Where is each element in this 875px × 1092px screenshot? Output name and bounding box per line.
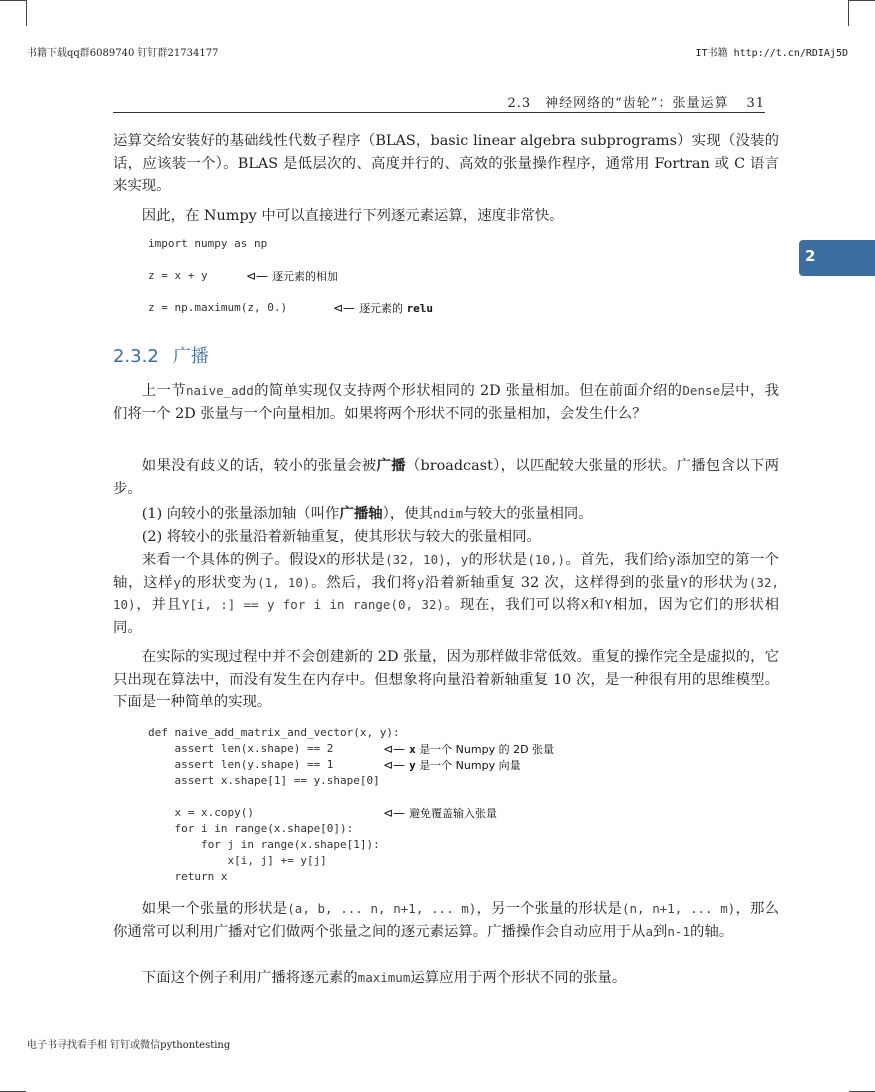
section-title: 广播: [172, 346, 209, 367]
code-line: assert len(y.shape) == 1: [148, 758, 334, 771]
code-line: z = x + y: [148, 269, 208, 282]
running-header-title: 2.3 神经网络的“齿轮”：张量运算: [507, 96, 729, 111]
crop-mark: [848, 0, 849, 26]
paragraph-numpy-intro: 因此，在 Numpy 中可以直接进行下列逐元素运算，速度非常快。: [141, 208, 564, 224]
step-one: (1) 向较小的张量添加轴（叫作广播轴），使其ndim与较大的张量相同。: [141, 505, 593, 522]
code-line: x = x.copy(): [148, 806, 254, 819]
paragraph-broadcast-rule: 如果一个张量的形状是(a, b, ... n, n+1, ... m)，另一个张量的形状是(n, n+1, ... m)，那么你通常可以利用广播对它们做两个张量之间的逐元素运算。广播操作会自动应用于从a到n-1的轴。: [113, 901, 779, 940]
left-arrow-icon: ⊲—: [333, 301, 356, 315]
crop-mark: [26, 0, 27, 26]
annotation-text: 逐元素的: [359, 302, 404, 315]
code-annotation: ⊲— 避免覆盖输入张量: [383, 806, 498, 820]
crop-mark: [0, 0, 26, 1]
code-annotation: ⊲— y 是一个 Numpy 向量: [383, 758, 521, 772]
left-arrow-icon: ⊲—: [246, 269, 269, 283]
watermark-top-right: IT书籍 http://t.cn/RDIAj5D: [695, 48, 848, 59]
left-arrow-icon: ⊲—: [383, 806, 406, 820]
code-line: for i in range(x.shape[0]):: [148, 822, 354, 835]
annotation-text: 逐元素的相加: [272, 270, 339, 283]
chapter-number: 2: [805, 247, 816, 265]
code-line: return x: [148, 870, 228, 883]
watermark-top-left: 书籍下载qq群6089740 钉钉群21734177: [27, 48, 219, 59]
running-header: [113, 92, 765, 111]
section-heading: [113, 342, 209, 368]
paragraph-example: 来看一个具体的例子。假设X的形状是(32, 10)，y的形状是(10,)。首先，我们给y添加空的第一个轴，这样y的形状变为(1, 10)。然后，我们将y沿着新轴重复 32 次，这样得到的张量Y的形状为(32, 10)，并且Y[i, :] == y for i in range(0, 32)。现在，我们可以将X和Y相加，因为它们的形状相同。: [113, 552, 779, 636]
paragraph-blas: 运算交给安装好的基础线性代数子程序（BLAS，basic linear algebra subprograms）实现（没装的话，应该装一个）。BLAS 是低层次的、高度并行的、高效的张量操作程序，通常用 Fortran 或 C 语言来实现。: [113, 133, 779, 194]
code-annotation: ⊲— x 是一个 Numpy 的 2D 张量: [383, 742, 555, 756]
code-line: import numpy as np: [148, 237, 268, 250]
code-line: for j in range(x.shape[1]):: [148, 838, 380, 851]
crop-mark: [849, 0, 875, 1]
code-line: def naive_add_matrix_and_vector(x, y):: [148, 726, 400, 739]
annotation-keyword: relu: [406, 302, 434, 315]
left-arrow-icon: ⊲—: [383, 758, 406, 772]
chapter-thumb-tab: [799, 240, 875, 276]
paragraph-virtual-repeat: 在实际的实现过程中并不会创建新的 2D 张量，因为那样做非常低效。重复的操作完全是虚拟的，它只出现在算法中，而没有发生在内存中。但想象将向量沿着新轴重复 10 次，是一种很有用的思维模型。下面是一种简单的实现。: [113, 649, 779, 710]
watermark-bottom-left: 电子书寻找看手相 钉钉或微信pythontesting: [27, 1040, 231, 1051]
paragraph-broadcast-intro: 上一节naive_add的简单实现仅支持两个形状相同的 2D 张量相加。但在前面介绍的Dense层中，我们将一个 2D 张量与一个向量相加。如果将两个形状不同的张量相加，会发生什么？: [113, 383, 779, 422]
paragraph-broadcast-definition: 如果没有歧义的话，较小的张量会被广播（broadcast），以匹配较大张量的形状。广播包含以下两步。: [113, 457, 779, 497]
code-annotation: [333, 300, 433, 316]
paragraph-maximum-example: 下面这个例子利用广播将逐元素的maximum运算应用于两个形状不同的张量。: [141, 970, 627, 986]
left-arrow-icon: ⊲—: [383, 742, 406, 756]
page-number: 31: [746, 96, 765, 111]
section-number: 2.3.2: [113, 346, 159, 367]
step-two: (2) 将较小的张量沿着新轴重复，使其形状与较大的张量相同。: [141, 529, 541, 545]
code-line: z = np.maximum(z, 0.): [148, 301, 288, 314]
code-line: x[i, j] += y[j]: [148, 854, 327, 867]
header-rule: [113, 112, 765, 113]
code-line: assert x.shape[1] == y.shape[0]: [148, 774, 380, 787]
code-annotation: [246, 268, 338, 284]
code-line: assert len(x.shape) == 2: [148, 742, 334, 755]
